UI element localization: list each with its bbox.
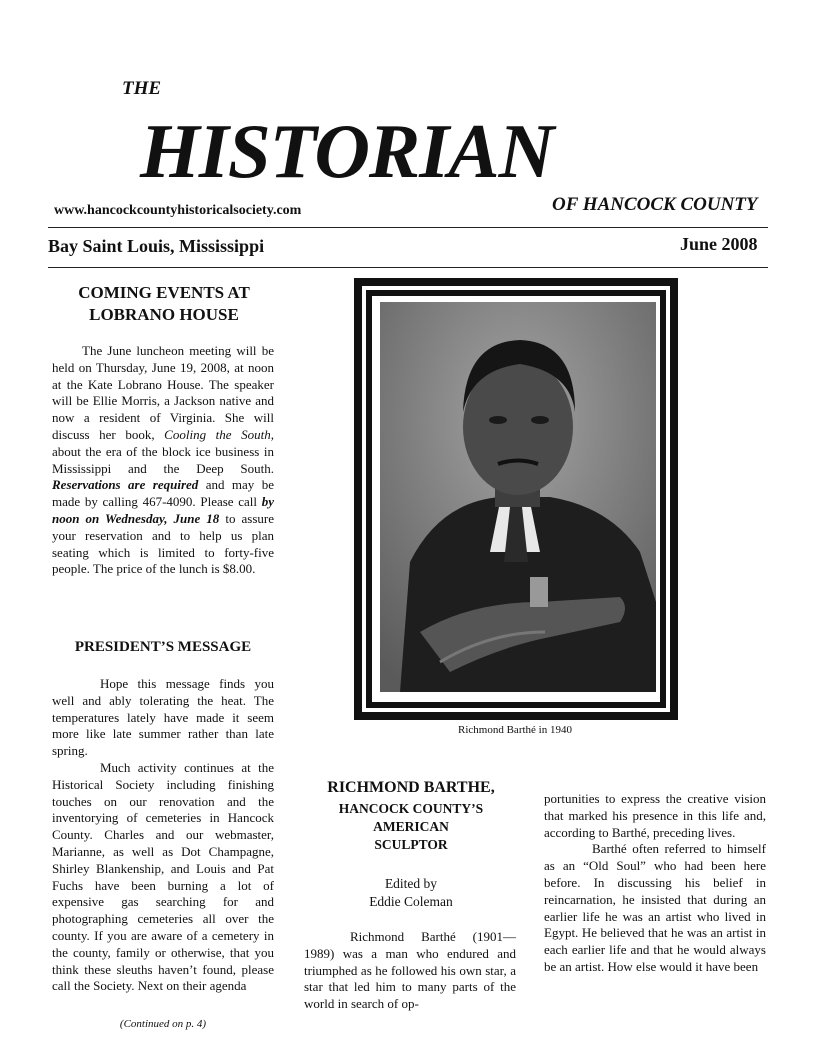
events-heading [54,282,274,326]
president-paragraph-1: Hope this message finds you well and ably tolerating the heat. The temperatures lately have made it seem more like late summer rather than late spring. [52,676,274,759]
portrait-illustration [380,302,656,692]
president-body [52,676,274,995]
article-subtitle-line3: SCULPTOR [374,837,448,852]
masthead-the: THE [122,78,162,99]
portrait-photo [380,302,656,692]
byline-author: Eddie Coleman [369,894,453,909]
article-byline [300,875,522,911]
issue-date: June 2008 [680,234,758,254]
article-subtitle-line2: AMERICAN [373,819,449,834]
article-column-1 [304,929,516,1013]
article-paragraph: portunities to express the creative vision that marked his presence in this life and, according to Barthé, preceding lives. [544,791,766,840]
article-title: RICHMOND BARTHE, [327,779,495,796]
article-paragraph: Richmond Barthé (1901—1989) was a man who endured and triumphed as he followed his own star, a star that led him to many parts of the world in search of op- [304,929,516,1012]
events-heading-line1: COMING EVENTS AT [78,283,250,302]
article-paragraph: Barthé often referred to himself as an “Old Soul” who had been here before. In discussing his belief in reincarnation, he insisted that during an earlier life he was an artist who lived in Egypt. He believed that he was an artist in each earlier life and that he would always be an artist. How else would it have been [544,841,766,974]
events-heading-line2: LOBRANO HOUSE [89,305,239,324]
president-heading: PRESIDENT’S MESSAGE [74,639,252,655]
article-subtitle-line1: HANCOCK COUNTY’S [338,801,484,816]
location: Bay Saint Louis, Mississippi [48,236,265,256]
events-text-b: about the era of the block ice business in Mississippi and the Deep South. [52,443,274,476]
masthead-rule-bottom [48,267,768,268]
masthead-rule-top [48,227,768,228]
newsletter-subtitle: OF HANCOCK COUNTY [552,194,758,215]
events-paragraph [52,343,274,578]
reservation-note: Reservations are required [52,477,199,493]
reservation-deadline: by noon on Wednesday, June 18 [52,494,274,526]
website-url[interactable]: www.hancockcountyhistoricalsociety.com [54,203,302,218]
article-subtitle [300,800,522,854]
book-title: Cooling the South, [164,426,274,442]
president-paragraph-2: Much activity continues at the Historical Society including finishing touches on our renovation and the inventorying of cemeteries in Hancock County. Charles and our webmaster, Marianne, as well as Dot Champagne, Shirley Blankenship, and Louis and Pat Fuchs have been burning a lot of expensive gas searching for and photographing cemeteries all over the county. If you are aware of a cemetery in the county, family or otherwise, that you think these sleuths haven’t found, please call the Society. Next on their agenda [52,759,274,994]
events-body [52,343,274,578]
newsletter-title: HISTORIAN [140,108,554,194]
photo-caption: Richmond Barthé in 1940 [458,724,572,736]
events-text-a: The June luncheon meeting will be held on Thursday, June 19, 2008, at noon at the Kate Lobrano House. The speaker will be Ellie Morris, a Jackson native and now a resident of Virginia. She will discuss her book, [52,343,274,442]
events-text-d: to assure your reservation and to help us plan seating which is limited to forty-five people. The price of the lunch is $8.00. [52,510,274,577]
byline-edited-by: Edited by [384,876,438,891]
continued-note: (Continued on p. 4) [119,1018,207,1030]
events-text-c: and may be made by calling 467-4090. Please call [52,477,274,510]
article-column-2 [544,791,766,976]
